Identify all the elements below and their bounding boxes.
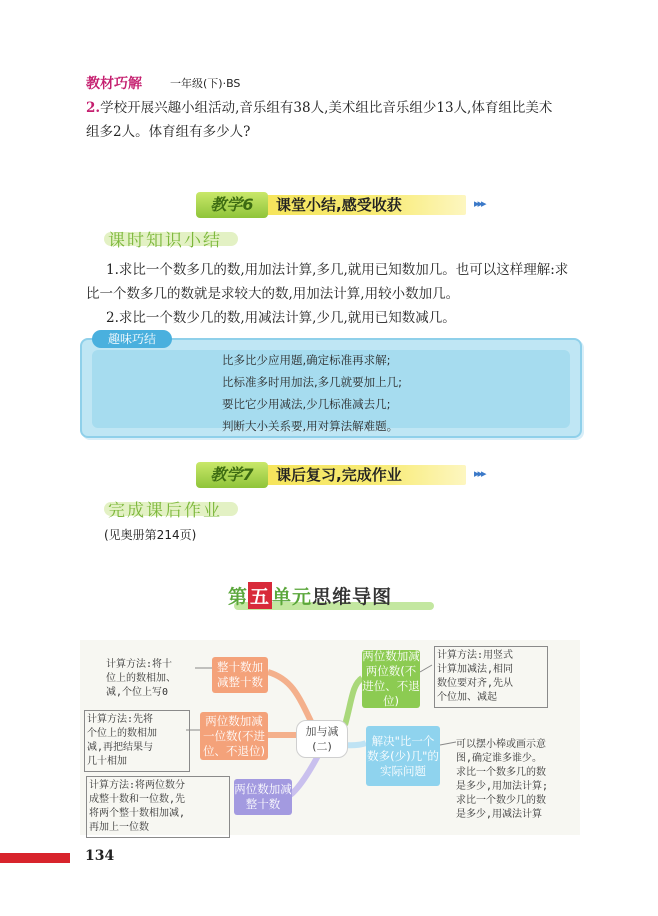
page-number: 134 (85, 848, 115, 864)
mindmap-center: 加与减(二) (296, 720, 348, 758)
node-word-problem: 解决"比一个数多(少)几"的实际问题 (366, 726, 440, 786)
rhyme-tag: 趣味巧结 (92, 330, 172, 348)
title-yuan: 元 (292, 586, 313, 608)
node-tens-add-sub: 整十数加减整十数 (212, 657, 268, 693)
arrow-icon: ▸▸▸ (474, 197, 485, 210)
node-two-digit-tens: 两位数加减整十数 (234, 779, 292, 815)
summary-point-1-cont: 比一个数多几的数就是求较大的数,用加法计算,用较小数加几。 (86, 286, 460, 302)
summary-p1-line1: 1.求比一个数多几的数,用加法计算,多几,就用已知数加几。也可以这样理解:求 (106, 262, 569, 278)
arrow-icon: ▸▸▸ (474, 467, 485, 480)
note-word-problem: 可以摆小棒或画示意 图,确定谁多谁少。 求比一个数多几的数 是多少,用加法计算; 求比一个数少几的数 是多少,用减法计算 (456, 739, 549, 820)
section-7-title: 课后复习,完成作业 (276, 466, 402, 484)
homework-reference: (见奥册第214页) (104, 528, 197, 542)
connector (345, 743, 366, 745)
problem-text-1: 学校开展兴趣小组活动,音乐组有38人,美术组比音乐组少13人,体育组比美术 (100, 100, 553, 116)
rhyme-line: 判断大小关系要,用对算法解难题。 (222, 419, 399, 433)
title-di: 第 (228, 586, 249, 608)
book-grade: 一年级(下)·BS (170, 77, 241, 90)
rhyme-line: 比多比少应用题,确定标准再求解; (222, 353, 391, 367)
note-one-digit: 计算方法:先将 个位上的数相加 减,再把结果与 几十相加 (84, 710, 190, 772)
problem-line-2: 组多2人。体育组有多少人? (86, 124, 251, 140)
note-tens-number: 计算方法:将两位数分 成整十数和一位数,先 将两个整十数相加减, 再加上一位数 (86, 776, 230, 838)
rhyme-line: 比标准多时用加法,多几就要加上几; (222, 375, 403, 389)
node-two-digit-two-digit: 两位数加减两位数(不进位、不退位) (362, 649, 420, 708)
connector (345, 678, 362, 725)
summary-heading-text: 课时知识小结 (108, 231, 222, 251)
note-tens: 计算方法:将十 位上的数相加、 减,个位上写0 (106, 659, 176, 698)
title-wu: 五 (248, 582, 272, 609)
problem-number: 2. (86, 100, 101, 116)
section-6-tag: 教学6 (196, 192, 268, 218)
node-two-digit-one-digit: 两位数加减一位数(不进位、不退位) (200, 712, 268, 760)
section-7-tag: 教学7 (196, 462, 268, 488)
rhyme-line: 要比它少用减法,少几标准减去几; (222, 397, 391, 411)
section-6-title: 课堂小结,感受收获 (276, 196, 402, 214)
connector (290, 752, 320, 795)
summary-point-2: 2.求比一个数少几的数,用减法计算,少几,就用已知数减几。 (106, 310, 456, 326)
note-two-digit: 计算方法:用竖式 计算加减法,相同 数位要对齐,先从 个位加、减起 (434, 646, 548, 708)
homework-heading-text: 完成课后作业 (108, 501, 222, 521)
title-dan: 单 (272, 586, 293, 608)
book-brand: 教材巧解 (86, 76, 142, 92)
title-rest: 思维导图 (312, 586, 393, 608)
footer-bar (0, 853, 70, 863)
